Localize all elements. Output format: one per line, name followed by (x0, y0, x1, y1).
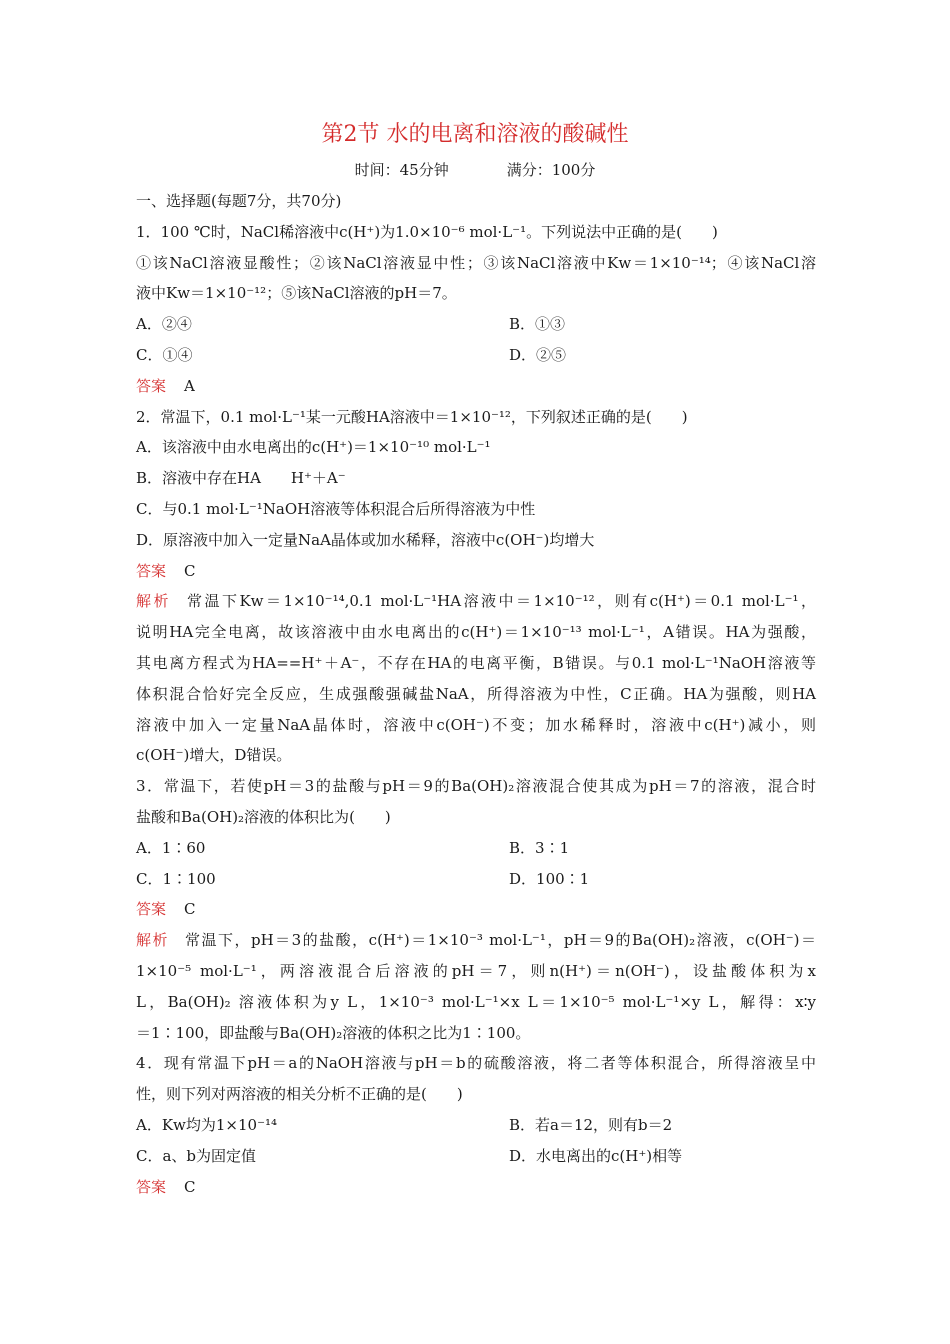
q4-options-row2 (136, 1141, 816, 1172)
q1-options-row2 (136, 340, 816, 371)
q1-option-b: B．①③ (509, 315, 566, 334)
q3-option-d: D．100∶1 (509, 869, 590, 888)
page-title: 第2节 水的电离和溶液的酸碱性 (321, 122, 629, 147)
q1-options-row1 (136, 309, 816, 340)
q3-option-c: C．1∶100 (136, 869, 216, 888)
q2-option-a: A．该溶液中由水电离出的c(H⁺)＝1×10⁻¹⁰ mol·L⁻¹ (136, 438, 491, 457)
q3-explanation-line4: ＝1∶100，即盐酸与Ba(OH)₂溶液的体积之比为1∶100。 (136, 1023, 531, 1042)
q3-answer-value: C (184, 900, 196, 919)
q2-explanation-line1 (136, 586, 816, 617)
q2-answer (136, 556, 816, 587)
q3-option-a: A．1∶60 (136, 838, 206, 857)
q2-explanation-line4: 体积混合恰好完全反应，生成强酸强碱盐NaA，所得溶液为中性，C正确。HA为强酸，则HA (136, 684, 816, 703)
q1-answer-value: A (184, 376, 195, 395)
full-score: 满分：100分 (506, 161, 596, 179)
q4-option-d: D．水电离出的c(H⁺)相等 (509, 1146, 683, 1165)
q4-stem-line2: 性，则下列对两溶液的相关分析不正确的是( ) (136, 1085, 463, 1104)
q1-option-a: A．②④ (136, 315, 192, 334)
q3-explanation-text1: 常温下，pH＝3的盐酸，c(H⁺)＝1×10⁻³ mol·L⁻¹，pH＝9的Ba(OH)₂溶液，c(OH⁻)＝ (185, 931, 816, 950)
q1-statements-line2: 液中Kw＝1×10⁻¹²；⑤该NaCl溶液的pH＝7。 (136, 284, 457, 303)
explanation-label: 解析 (136, 592, 171, 611)
q3-answer (136, 894, 816, 925)
q2-explanation-line6: c(OH⁻)增大，D错误。 (136, 746, 292, 765)
answer-label: 答案 (136, 1177, 167, 1196)
time-limit: 时间：45分钟 (354, 161, 449, 179)
answer-label: 答案 (136, 900, 167, 919)
q2-explanation-line3: 其电离方程式为HA==H⁺＋A⁻，不存在HA的电离平衡，B错误。与0.1 mol·L⁻¹NaOH溶液等 (136, 653, 816, 672)
q2-option-d: D．原溶液中加入一定量NaA晶体或加水稀释，溶液中c(OH⁻)均增大 (136, 530, 595, 549)
q3-stem-line1: 3．常温下，若使pH＝3的盐酸与pH＝9的Ba(OH)₂溶液混合使其成为pH＝7的溶液，混合时 (136, 777, 816, 796)
answer-label: 答案 (136, 561, 167, 580)
q4-option-b: B．若a＝12，则有b＝2 (509, 1115, 673, 1134)
q3-explanation-line2: 1×10⁻⁵ mol·L⁻¹，两溶液混合后溶液的pH＝7，则n(H⁺)＝n(OH⁻)，设盐酸体积为x (136, 961, 816, 980)
q2-explanation-text1: 常温下Kw＝1×10⁻¹⁴,0.1 mol·L⁻¹HA溶液中＝1×10⁻¹²，则有c(H⁺)＝0.1 mol·L⁻¹， (186, 592, 816, 611)
q3-options-row2 (136, 864, 816, 895)
q2-stem: 2．常温下，0.1 mol·L⁻¹某一元酸HA溶液中＝1×10⁻¹²，下列叙述正确的是( ) (136, 407, 688, 426)
q2-explanation-line2: 说明HA完全电离，故该溶液中由水电离出的c(H⁺)＝1×10⁻¹³ mol·L⁻¹，A错误。HA为强酸， (136, 623, 816, 642)
q4-option-c: C．a、b为固定值 (136, 1146, 257, 1165)
q2-option-c: C．与0.1 mol·L⁻¹NaOH溶液等体积混合后所得溶液为中性 (136, 499, 536, 518)
q2-answer-value: C (184, 561, 196, 580)
q4-stem-line1: 4．现有常温下pH＝a的NaOH溶液与pH＝b的硫酸溶液，将二者等体积混合，所得溶液呈中 (136, 1054, 816, 1073)
q4-option-a: A．Kw均为1×10⁻¹⁴ (136, 1115, 278, 1134)
q2-option-b: B．溶液中存在HA H⁺＋A⁻ (136, 469, 346, 488)
q3-stem-line2: 盐酸和Ba(OH)₂溶液的体积比为( ) (136, 807, 391, 826)
q4-answer-value: C (184, 1177, 196, 1196)
exam-meta (0, 158, 950, 182)
question-list (136, 186, 816, 1202)
q4-options-row1 (136, 1110, 816, 1141)
q3-options-row1 (136, 833, 816, 864)
q1-answer (136, 371, 816, 402)
q2-explanation-line5: 溶液中加入一定量NaA晶体时，溶液中c(OH⁻)不变；加水稀释时，溶液中c(H⁺)减小，则 (136, 715, 816, 734)
q3-explanation-line3: L，Ba(OH)₂ 溶液体积为y L，1×10⁻³ mol·L⁻¹×x L＝1×10⁻⁵ mol·L⁻¹×y L，解得：x∶y (136, 992, 816, 1011)
section-heading: 一、选择题(每题7分，共70分) (136, 192, 342, 210)
q1-stem: 1．100 ℃时，NaCl稀溶液中c(H⁺)为1.0×10⁻⁶ mol·L⁻¹。下列说法中正确的是( ) (136, 222, 718, 241)
q4-answer (136, 1172, 816, 1203)
q3-option-b: B．3∶1 (509, 838, 570, 857)
q3-explanation-line1 (136, 925, 816, 956)
explanation-label: 解析 (136, 931, 169, 950)
answer-label: 答案 (136, 376, 167, 395)
q1-statements-line1: ①该NaCl溶液显酸性；②该NaCl溶液显中性；③该NaCl溶液中Kw＝1×10⁻¹⁴；④该NaCl溶 (136, 253, 816, 272)
q1-option-d: D．②⑤ (509, 345, 567, 364)
q1-option-c: C．①④ (136, 345, 193, 364)
